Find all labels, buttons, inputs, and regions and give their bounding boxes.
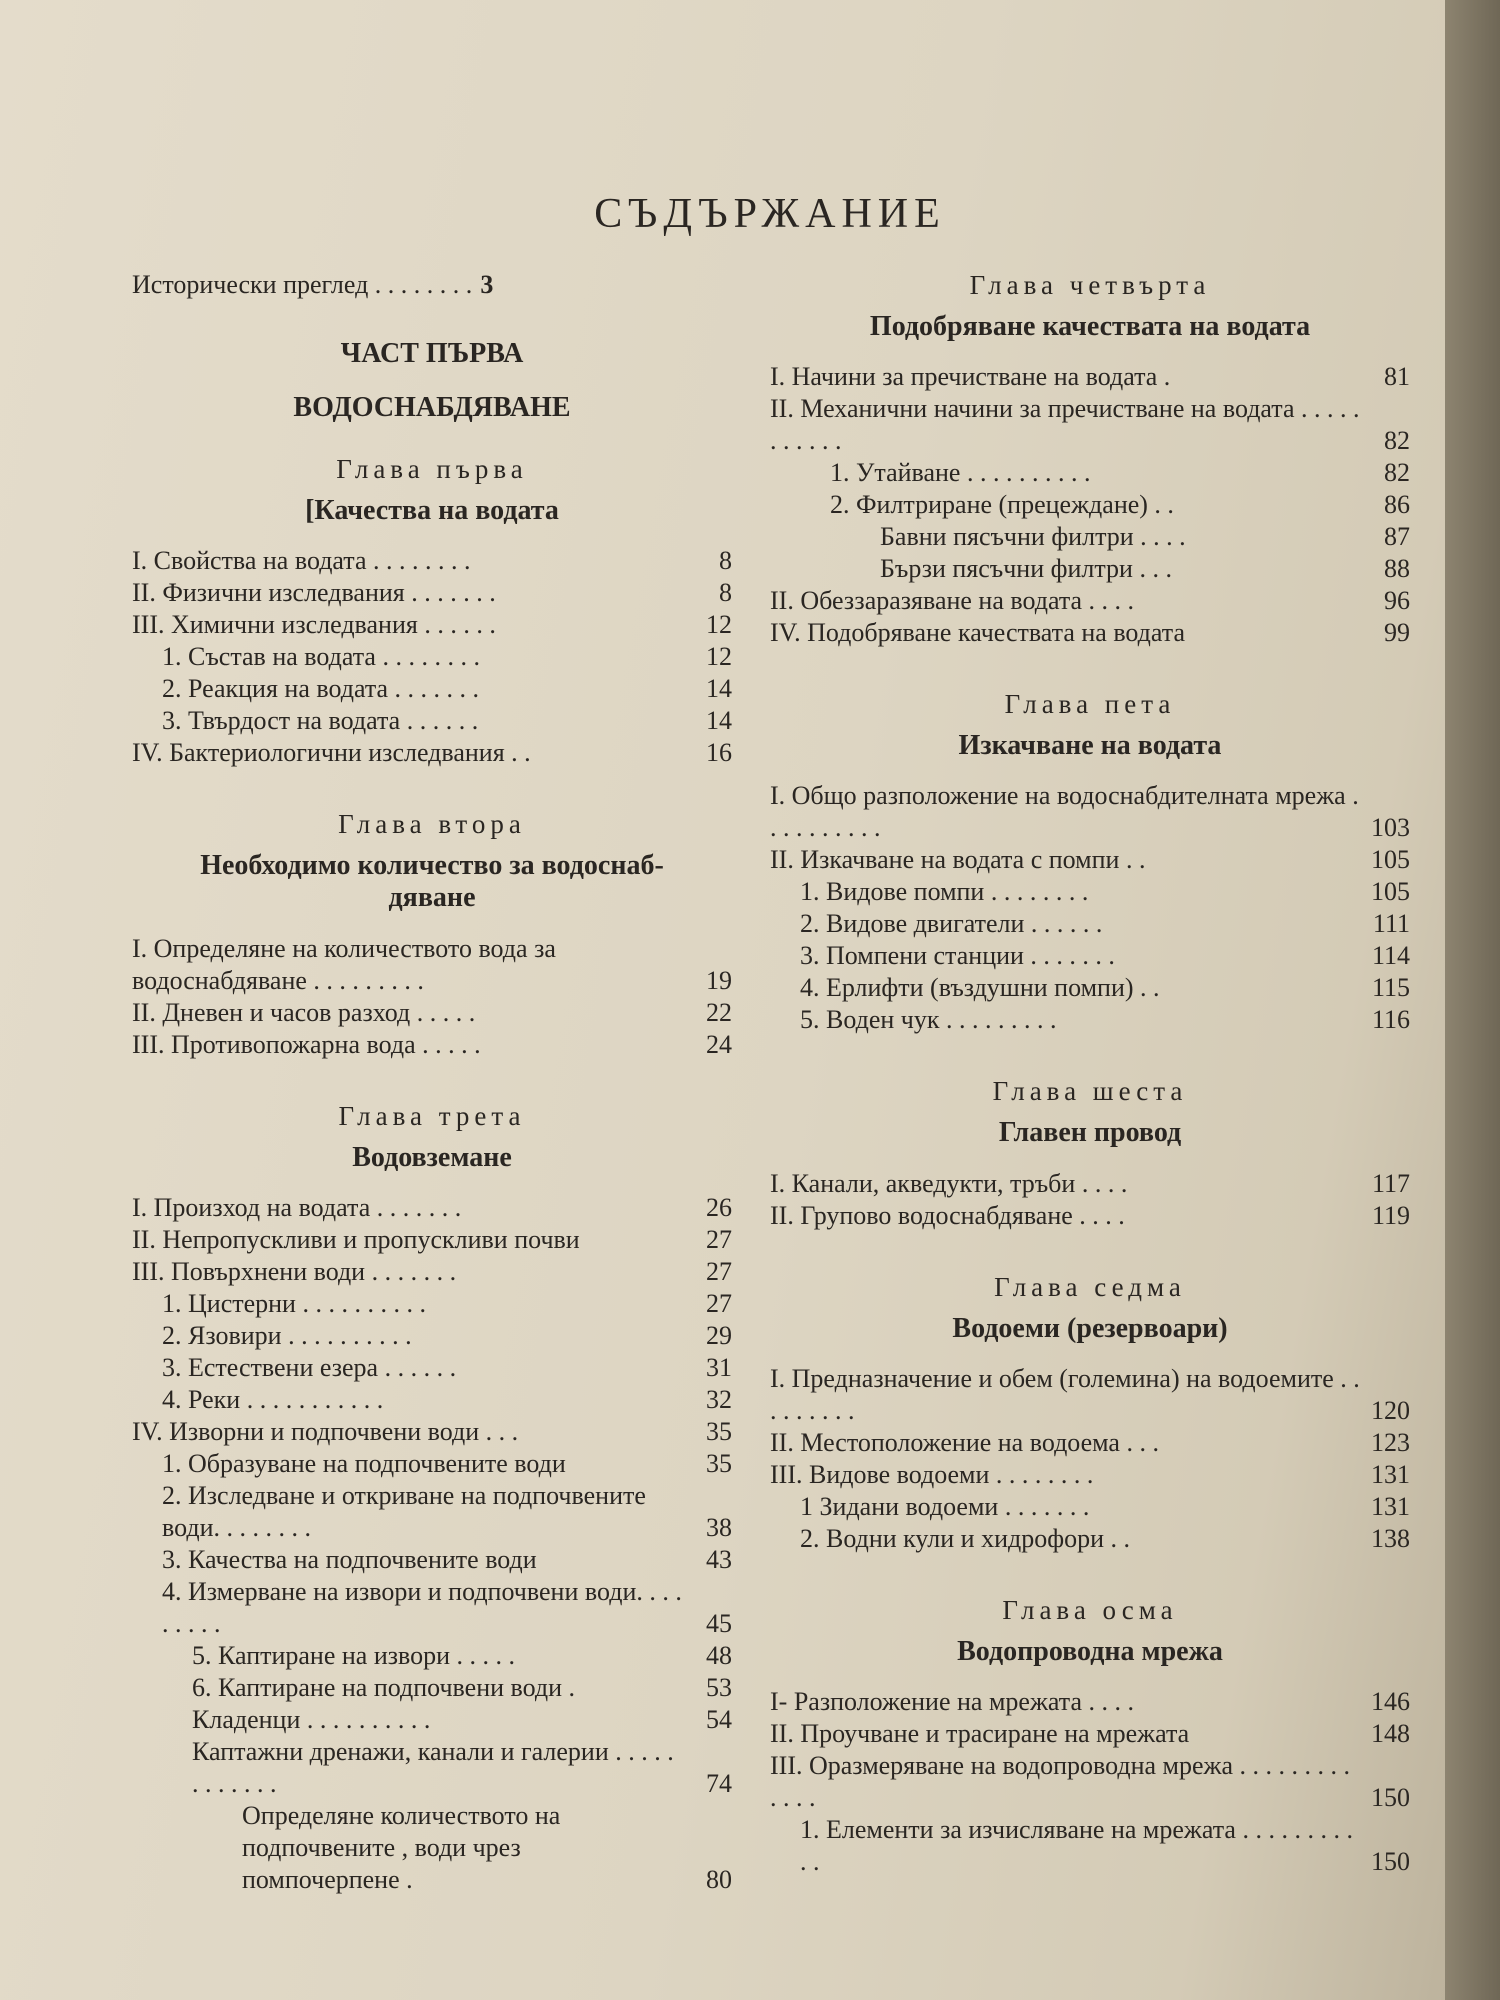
entry-text: 4. Ерлифти (въздушни помпи) . . — [800, 973, 1160, 1003]
toc-entry[interactable] — [770, 553, 1410, 585]
entry-text: 3. Помпени станции . . . . . . . — [800, 941, 1115, 971]
toc-entry[interactable] — [132, 933, 732, 997]
toc-entry[interactable] — [132, 1800, 732, 1896]
entry-page: 27 — [706, 1224, 732, 1254]
entry-text: 2. Филтриране (прецеждане) . . — [830, 490, 1174, 520]
entry-text: II. Местоположение на водоема . . . — [770, 1427, 1159, 1457]
toc-entry[interactable] — [770, 972, 1410, 1004]
toc-entry[interactable] — [770, 1200, 1410, 1232]
entry-text: 2. Водни кули и хидрофори . . — [800, 1523, 1130, 1553]
entry-page: 150 — [1371, 1782, 1410, 1812]
entry-text: II. Изкачване на водата с помпи . . — [770, 845, 1146, 875]
entry-text: I. Начини за пречистване на водата . — [770, 362, 1171, 392]
toc-entry[interactable] — [770, 908, 1410, 940]
chapter-title: Водоеми (резервоари) — [952, 1312, 1228, 1344]
entry-page: 16 — [706, 738, 732, 768]
entry-text: 4. Измерване на извори и подпочвени води. . . . . . . . . — [162, 1576, 682, 1638]
entry-text: IV. Бактериологични изследвания . . — [132, 738, 531, 768]
toc-entry[interactable] — [132, 1640, 732, 1672]
toc-entry[interactable] — [770, 940, 1410, 972]
toc-entry[interactable] — [132, 641, 732, 673]
chapter-title: Подобряване качествата на водата — [869, 311, 1311, 342]
entry-page: 120 — [1371, 1395, 1410, 1425]
entry-page: 14 — [706, 706, 732, 736]
toc-entry[interactable] — [132, 1320, 732, 1352]
intro-entry — [132, 270, 732, 300]
entry-text: I. Общо разположение на водоснабдителната мрежа . . . . . . . . . . — [770, 781, 1359, 843]
page-edge — [1445, 0, 1500, 2000]
entry-text: II. Групово водоснабдяване . . . . — [770, 1200, 1125, 1230]
entry-text: Исторически преглед . . . . . . . . — [132, 270, 473, 299]
entry-text: 5. Каптиране на извори . . . . . — [192, 1640, 516, 1670]
toc-entry[interactable] — [770, 876, 1410, 908]
entry-page: 99 — [1384, 618, 1410, 648]
toc-entry[interactable] — [132, 673, 732, 705]
entry-page: 105 — [1371, 877, 1410, 907]
toc-entry[interactable] — [132, 1672, 732, 1704]
chapter-label: Глава пета — [1004, 689, 1176, 720]
toc-entry[interactable] — [132, 1029, 732, 1061]
entry-text: 2. Видове двигатели . . . . . . — [800, 909, 1103, 939]
entry-text: I. Определяне на количеството вода за водоснабдяване . . . . . . . . . — [132, 933, 556, 995]
entry-text: 6. Каптиране на подпочвени води . — [192, 1672, 576, 1702]
toc-entry[interactable] — [770, 1459, 1410, 1491]
chapter-label: Глава втора — [338, 809, 526, 840]
entry-text: I. Свойства на водата . . . . . . . . — [132, 546, 471, 576]
entry-text: Бавни пясъчни филтри . . . . — [880, 522, 1186, 552]
entry-page: 116 — [1371, 1005, 1410, 1035]
entry-text: I- Разположение на мрежата . . . . — [770, 1686, 1135, 1716]
entry-page: 53 — [706, 1672, 732, 1702]
entry-page: 111 — [1372, 909, 1410, 939]
entry-text: I. Произход на водата . . . . . . . — [132, 1192, 462, 1222]
entry-text: II. Проучване и трасиране на мрежата — [770, 1718, 1190, 1748]
chapter-title: [Качества на водата — [305, 495, 559, 526]
toc-entry[interactable] — [770, 617, 1410, 649]
toc-entry[interactable] — [770, 780, 1410, 844]
entry-page: 115 — [1371, 973, 1410, 1003]
entry-text: II. Дневен и часов разход . . . . . — [132, 997, 476, 1027]
toc-entry[interactable] — [770, 1814, 1410, 1878]
entry-text: 3. Естествени езера . . . . . . — [162, 1352, 457, 1382]
entry-text: II. Физични изследвания . . . . . . . — [132, 578, 496, 608]
toc-entry[interactable] — [132, 1480, 732, 1544]
toc-entry[interactable] — [770, 1750, 1410, 1814]
entry-text: 1. Цистерни . . . . . . . . . . — [162, 1288, 426, 1318]
entry-page: 146 — [1371, 1686, 1410, 1716]
entry-page: 80 — [706, 1864, 732, 1894]
chapter-title: Изкачване на водата — [958, 730, 1222, 762]
entry-text: III. Противопожарна вода . . . . . — [132, 1029, 481, 1059]
entry-text: I. Предназначение и обем (големина) на водоемите . . . . . . . . . — [770, 1363, 1360, 1425]
entry-page: 32 — [706, 1384, 732, 1414]
entry-text: III. Химични изследвания . . . . . . — [132, 610, 496, 640]
toc-entry[interactable] — [770, 489, 1410, 521]
entry-page: 35 — [706, 1448, 732, 1478]
entry-page: 8 — [719, 578, 732, 608]
part-title: ВОДОСНАБДЯВАНЕ — [293, 392, 571, 423]
entry-page: 31 — [706, 1352, 732, 1382]
toc-entry[interactable] — [770, 1363, 1410, 1427]
entry-page: 150 — [1371, 1846, 1410, 1876]
entry-page: 27 — [706, 1288, 732, 1318]
toc-entry[interactable] — [132, 1416, 732, 1448]
toc-entry[interactable] — [132, 1352, 732, 1384]
entry-page: 27 — [706, 1256, 732, 1286]
toc-entry[interactable] — [132, 1224, 732, 1256]
entry-page: 119 — [1371, 1200, 1410, 1230]
chapter-label: Глава осма — [1002, 1594, 1178, 1625]
toc-entry[interactable] — [132, 609, 732, 641]
toc-entry[interactable] — [132, 705, 732, 737]
right-column — [770, 270, 1410, 1878]
toc-entry[interactable] — [132, 1256, 732, 1288]
entry-text: 2. Изследване и откриване на подпочвените води. . . . . . . . — [162, 1480, 646, 1542]
chapter-title: Необходимо количество за водоснаб- дяване — [200, 850, 664, 914]
entry-page: 48 — [706, 1640, 732, 1670]
entry-page: 43 — [706, 1544, 732, 1574]
entry-page: 12 — [706, 610, 732, 640]
toc-entry[interactable] — [770, 457, 1410, 489]
entry-text: 3. Качества на подпочвените води — [162, 1544, 537, 1574]
entry-page: 35 — [706, 1416, 732, 1446]
chapter-label: Глава шеста — [992, 1076, 1188, 1107]
chapter-label: Глава трета — [338, 1100, 526, 1131]
toc-entry[interactable] — [770, 1523, 1410, 1555]
entry-text: IV. Подобряване качествата на водата — [770, 618, 1185, 648]
entry-text: 1. Елементи за изчисляване на мрежата . . . . . . . . . . . — [800, 1814, 1353, 1876]
toc-entry[interactable] — [132, 737, 732, 769]
entry-text: III. Оразмеряване на водопроводна мрежа . . . . . . . . . . . . . — [770, 1750, 1351, 1812]
entry-text: II. Механични начини за пречистване на водата . . . . . . . . . . . — [770, 394, 1360, 456]
toc-entry[interactable] — [132, 997, 732, 1029]
toc-entry[interactable] — [770, 361, 1410, 393]
chapter-title: Водовземане — [352, 1141, 512, 1173]
entry-text: Кладенци . . . . . . . . . . — [192, 1704, 431, 1734]
entry-page: 3 — [480, 270, 494, 299]
left-chapters — [132, 454, 732, 1896]
entry-text: 2. Язовири . . . . . . . . . . — [162, 1320, 412, 1350]
toc-entry[interactable] — [770, 1491, 1410, 1523]
entry-text: Каптажни дренажи, канали и галерии . . . . . . . . . . . . — [192, 1736, 674, 1798]
entry-text: 1. Състав на водата . . . . . . . . — [162, 642, 480, 672]
entry-text: 1 Зидани водоеми . . . . . . . — [800, 1491, 1090, 1521]
entry-page: 103 — [1371, 813, 1410, 843]
entry-page: 54 — [706, 1704, 732, 1734]
chapter-label: Глава четвърта — [969, 270, 1211, 300]
toc-entry[interactable] — [132, 1192, 732, 1224]
toc-entry[interactable] — [770, 1004, 1410, 1036]
toc-entry[interactable] — [132, 1448, 732, 1480]
entry-page: 96 — [1384, 586, 1410, 616]
entry-page: 14 — [706, 674, 732, 704]
toc-entry[interactable] — [132, 1288, 732, 1320]
toc-entry[interactable] — [770, 1686, 1410, 1718]
entry-page: 81 — [1384, 362, 1410, 392]
part-label: ЧАСТ ПЪРВА — [340, 338, 524, 369]
entry-page: 114 — [1371, 941, 1410, 971]
toc-entry[interactable] — [770, 585, 1410, 617]
entry-page: 24 — [706, 1029, 732, 1059]
toc-entry[interactable] — [770, 1718, 1410, 1750]
entry-page: 131 — [1371, 1491, 1410, 1521]
entry-page: 88 — [1384, 554, 1410, 584]
toc-entry[interactable] — [132, 577, 732, 609]
toc-entry[interactable] — [770, 393, 1410, 457]
entry-text: III. Повърхнени води . . . . . . . — [132, 1256, 457, 1286]
entry-page: 45 — [706, 1608, 732, 1638]
entry-page: 87 — [1384, 522, 1410, 552]
chapter-title: Главен провод — [998, 1117, 1182, 1149]
toc-entry[interactable] — [132, 545, 732, 577]
entry-page: 12 — [706, 642, 732, 672]
entry-page: 8 — [719, 546, 732, 576]
toc-entry[interactable] — [132, 1384, 732, 1416]
entry-text: 1. Образуване на подпочвените води — [162, 1448, 566, 1478]
toc-entry[interactable] — [770, 521, 1410, 553]
entry-text: 5. Воден чук . . . . . . . . . — [800, 1005, 1057, 1035]
chapter-label: Глава първа — [336, 454, 528, 484]
toc-entry[interactable] — [132, 1736, 732, 1800]
entry-page: 82 — [1384, 458, 1410, 488]
entry-text: Определяне количеството на подпочвените , води чрез помпочерпене . — [242, 1800, 561, 1894]
entry-page: 117 — [1371, 1168, 1410, 1198]
entry-page: 86 — [1384, 490, 1410, 520]
toc-entry[interactable] — [132, 1544, 732, 1576]
right-chapters — [770, 270, 1410, 1878]
left-column — [132, 270, 732, 1896]
entry-text: 2. Реакция на водата . . . . . . . — [162, 674, 480, 704]
entry-text: 3. Твърдост на водата . . . . . . — [162, 706, 479, 736]
entry-page: 138 — [1371, 1523, 1410, 1553]
entry-page: 29 — [706, 1320, 732, 1350]
entry-page: 123 — [1371, 1427, 1410, 1457]
entry-text: II. Непропускливи и пропускливи почви — [132, 1224, 580, 1254]
chapter-label: Глава седма — [994, 1271, 1186, 1302]
entry-text: I. Канали, акведукти, тръби . . . . — [770, 1168, 1128, 1198]
entry-text: III. Видове водоеми . . . . . . . . — [770, 1459, 1094, 1489]
entry-page: 19 — [706, 965, 732, 995]
toc-entry[interactable] — [132, 1704, 732, 1736]
toc-entry[interactable] — [770, 1427, 1410, 1459]
entry-text: 1. Видове помпи . . . . . . . . — [800, 877, 1089, 907]
entry-page: 131 — [1371, 1459, 1410, 1489]
toc-entry[interactable] — [132, 1576, 732, 1640]
entry-page: 22 — [706, 997, 732, 1027]
entry-text: II. Обеззаразяване на водата . . . . — [770, 586, 1135, 616]
entry-page: 26 — [706, 1192, 732, 1222]
chapter-title: Водопроводна мрежа — [957, 1635, 1223, 1667]
toc-entry[interactable] — [770, 844, 1410, 876]
entry-page: 148 — [1371, 1718, 1410, 1748]
toc-entry[interactable] — [770, 1168, 1410, 1200]
entry-page: 38 — [706, 1512, 732, 1542]
entry-page: 74 — [706, 1768, 732, 1798]
entry-text: 1. Утайване . . . . . . . . . . — [830, 458, 1091, 488]
entry-page: 105 — [1371, 845, 1410, 875]
page-title: СЪДЪРЖАНИЕ — [594, 191, 946, 237]
entry-text: Бързи пясъчни филтри . . . — [880, 554, 1172, 584]
entry-text: IV. Изворни и подпочвени води . . . — [132, 1416, 519, 1446]
entry-text: 4. Реки . . . . . . . . . . . — [162, 1384, 384, 1414]
entry-page: 82 — [1384, 426, 1410, 456]
